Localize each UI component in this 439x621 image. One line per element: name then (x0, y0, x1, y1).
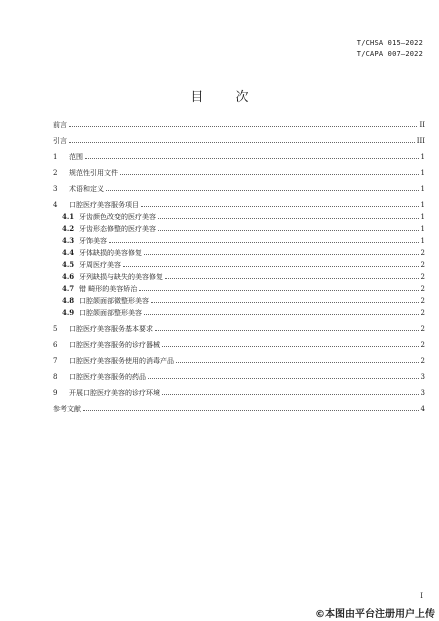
toc-entry-number: 8 (53, 373, 58, 381)
toc-entry-page: 1 (420, 225, 425, 233)
toc-entry-page: 2 (420, 325, 425, 333)
page-number: I (420, 592, 423, 600)
toc-entry[interactable] (53, 136, 425, 147)
toc-entry-title: 开展口腔医疗美容的诊疗环境 (69, 389, 160, 397)
toc-entry-number: 6 (53, 341, 58, 349)
toc-entry[interactable] (53, 295, 425, 307)
toc-leader-dots (123, 260, 419, 267)
toc-entry-title: 口腔医疗美容服务基本要求 (69, 325, 153, 333)
toc-leader-dots (155, 324, 419, 331)
toc-leader-dots (120, 168, 419, 175)
toc-entry[interactable] (53, 324, 425, 335)
toc-entry-page: 2 (420, 357, 425, 365)
toc-entry-title: 前言 (53, 121, 67, 129)
toc-leader-dots (148, 372, 419, 379)
toc-entry-title: 口腔颌面部微整形美容 (79, 297, 149, 305)
toc-entry[interactable] (53, 404, 425, 415)
toc-entry-title: 术语和定义 (69, 185, 104, 193)
toc-entry-number: 4 (53, 201, 58, 209)
toc-entry[interactable] (53, 340, 425, 351)
toc-leader-dots (69, 136, 415, 143)
toc-entry-number: 3 (53, 185, 58, 193)
toc-leader-dots (144, 308, 419, 315)
toc-entry-title: 参考文献 (53, 405, 81, 413)
toc-entry-page: 1 (420, 169, 425, 177)
toc-entry-title: 牙齿颜色改变的医疗美容 (79, 213, 156, 221)
toc-entry-page: 2 (420, 297, 425, 305)
toc-leader-dots (109, 236, 419, 243)
toc-entry-page: 1 (420, 237, 425, 245)
toc-entry-page: 3 (420, 389, 425, 397)
toc-entry-title: 引言 (53, 137, 67, 145)
toc-leader-dots (69, 120, 417, 127)
toc-entry[interactable] (53, 259, 425, 271)
toc-entry-page: 2 (420, 341, 425, 349)
toc-entry[interactable] (53, 200, 425, 211)
toc-entry[interactable] (53, 307, 425, 319)
toc-entry[interactable] (53, 120, 425, 131)
toc-entry[interactable] (53, 235, 425, 247)
watermark: ©本图由平台注册用户上传 (315, 609, 435, 620)
toc-leader-dots (162, 340, 419, 347)
toc-entry-title: 牙饰美容 (79, 237, 107, 245)
toc-title: 目 次 (190, 90, 263, 105)
toc-entry-page: 1 (420, 185, 425, 193)
toc-leader-dots (176, 356, 419, 363)
toc-entry-page: 3 (420, 373, 425, 381)
toc-entry-title: 口腔医疗美容服务的药品 (69, 373, 146, 381)
toc-entry[interactable] (53, 223, 425, 235)
toc-entry-number: 4.9 (62, 308, 75, 317)
standard-code-capa: T/CAPA 007—2022 (356, 50, 423, 58)
toc-entry-number: 4.6 (62, 272, 75, 281)
toc-entry-page: 4 (420, 405, 425, 413)
toc-entry-title: 口腔颌面部整形美容 (79, 309, 142, 317)
toc-entry-number: 1 (53, 153, 58, 161)
toc-entry-number: 4.3 (62, 236, 75, 245)
toc-leader-dots (106, 184, 419, 191)
toc-leader-dots (85, 152, 419, 159)
toc-leader-dots (158, 224, 419, 231)
toc-leader-dots (165, 272, 419, 279)
toc-leader-dots (151, 296, 419, 303)
toc-entry-title: 牙列缺损与缺失的美容修复 (79, 273, 163, 281)
toc-entry-page: 2 (420, 309, 425, 317)
toc-entry-number: 4.4 (62, 248, 75, 257)
toc-entry-title: 口腔医疗美容服务的诊疗器械 (69, 341, 160, 349)
toc-entry-number: 2 (53, 169, 58, 177)
toc-entry-page: II (419, 121, 425, 129)
standard-code-chsa: T/CHSA 015—2022 (356, 39, 423, 47)
toc-entry-page: 1 (420, 213, 425, 221)
toc-entry-title: 牙体缺损的美容修复 (79, 249, 142, 257)
toc-entry[interactable] (53, 168, 425, 179)
toc-entry-title: 范围 (69, 153, 83, 161)
toc-entry-page: 1 (420, 201, 425, 209)
toc-entry-title: 规范性引用文件 (69, 169, 118, 177)
toc-entry-number: 4.5 (62, 260, 75, 269)
toc-entry-number: 4.2 (62, 224, 75, 233)
toc-entry[interactable] (53, 152, 425, 163)
toc-leader-dots (83, 404, 419, 411)
toc-leader-dots (158, 212, 419, 219)
toc-entry-page: 1 (420, 153, 425, 161)
toc-entry[interactable] (53, 372, 425, 383)
standard-codes (357, 38, 423, 60)
toc-entry-title: 牙齿形态修整的医疗美容 (79, 225, 156, 233)
toc-leader-dots (141, 200, 419, 207)
toc-entry[interactable] (53, 211, 425, 223)
toc-entry-number: 5 (53, 325, 58, 333)
toc-entry-page: 2 (420, 261, 425, 269)
toc-entry[interactable] (53, 356, 425, 367)
toc-entry-page: 2 (420, 249, 425, 257)
toc-entry-number: 4.1 (62, 212, 75, 221)
toc-entry-page: III (416, 137, 425, 145)
toc-leader-dots (162, 388, 419, 395)
toc-entry-number: 4.8 (62, 296, 75, 305)
toc-entry-title: 口腔医疗美容服务使用的消毒产品 (69, 357, 174, 365)
toc-entry[interactable] (53, 184, 425, 195)
toc-entry[interactable] (53, 247, 425, 259)
toc-leader-dots (144, 248, 419, 255)
toc-entry-number: 9 (53, 389, 58, 397)
toc-entry-title: 错 畸形的美容矫治 (79, 285, 138, 293)
toc-leader-dots (139, 284, 418, 291)
toc-entry-page: 2 (420, 285, 425, 293)
toc-entry[interactable] (53, 271, 425, 283)
table-of-contents (53, 120, 425, 415)
toc-entry-title: 口腔医疗美容服务项目 (69, 201, 139, 209)
toc-entry-number: 4.7 (62, 284, 75, 293)
toc-entry-title: 牙周医疗美容 (79, 261, 121, 269)
toc-entry-number: 7 (53, 357, 58, 365)
toc-entry[interactable] (53, 388, 425, 399)
toc-entry-page: 2 (420, 273, 425, 281)
toc-entry[interactable] (53, 283, 425, 295)
